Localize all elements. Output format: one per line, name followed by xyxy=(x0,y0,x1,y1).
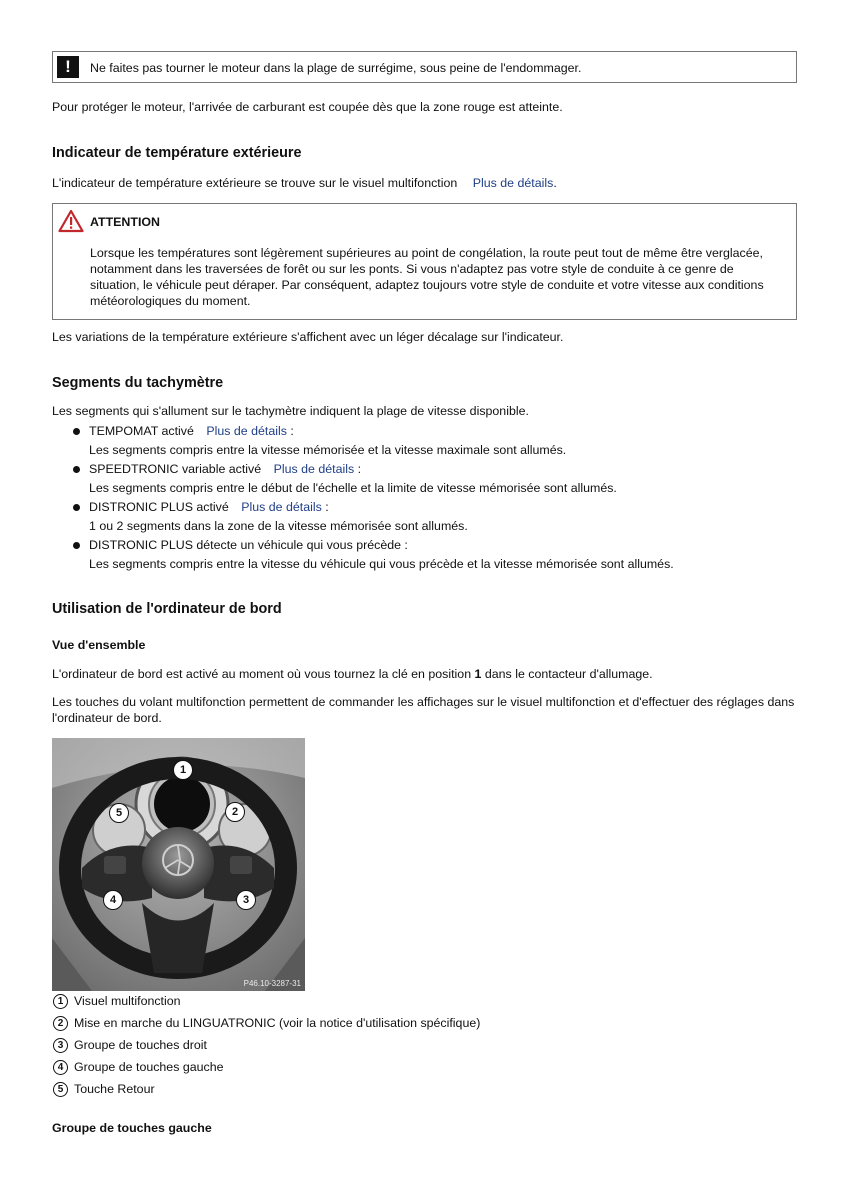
callout-1: 1 xyxy=(173,760,193,780)
list-item: SPEEDTRONIC variable activé Plus de détails : Les segments compris entre le début de l'échelle et la limite de vitesse mémorisée sont allumés. xyxy=(52,460,797,498)
warning-body: Lorsque les températures sont légèrement supérieures au point de congélation, la route peut tout de même être verglacée, notamment dans les traversées de forêt ou sur les ponts. Si vous n'adaptez pas votre style de conduite à ce genre de situation, le véhicule peut déraper. Par conséquent, adaptez toujours votre style de conduite et votre vitesse aux conditions météorologiques du moment. xyxy=(90,246,764,308)
list-item: 4 Groupe de touches gauche xyxy=(52,1057,480,1079)
bullet-dot xyxy=(73,542,80,549)
list-item-desc: Les segments compris entre le début de l'échelle et la limite de vitesse mémorisée sont allumés. xyxy=(89,481,617,495)
list-item-desc: 1 ou 2 segments dans la zone de la vitesse mémorisée sont allumés. xyxy=(89,519,468,533)
bullet-dot xyxy=(73,466,80,473)
callout-2: 2 xyxy=(225,802,245,822)
bullet-dot xyxy=(73,428,80,435)
warning-box xyxy=(52,203,797,320)
legend-number: 5 xyxy=(53,1082,68,1097)
list-item: 5 Touche Retour xyxy=(52,1079,480,1101)
exclamation-icon: ! xyxy=(57,56,79,78)
document-page xyxy=(52,51,797,1135)
warning-title: ATTENTION xyxy=(90,215,160,229)
legend-number: 1 xyxy=(53,994,68,1009)
list-item-desc: Les segments compris entre la vitesse mémorisée et la vitesse maximale sont allumés. xyxy=(89,443,567,457)
period: . xyxy=(553,176,557,190)
steering-buttons-text: Les touches du volant multifonction permettent de commander les affichages sur le visuel multifonction et d'effectuer des réglages dans l'ordinateur de bord. xyxy=(52,695,795,725)
figure-legend xyxy=(52,991,480,1101)
engine-protection-text: Pour protéger le moteur, l'arrivée de carburant est coupée dès que la zone rouge est atteinte. xyxy=(52,100,563,114)
list-item: 2 Mise en marche du LINGUATRONIC (voir la notice d'utilisation spécifique) xyxy=(52,1013,480,1035)
legend-number: 2 xyxy=(53,1016,68,1031)
list-item-desc: Les segments compris entre la vitesse du véhicule qui vous précède et la vitesse mémorisée sont allumés. xyxy=(89,557,674,571)
list-item: 3 Groupe de touches droit xyxy=(52,1035,480,1057)
list-item: DISTRONIC PLUS activé Plus de détails : 1 ou 2 segments dans la zone de la vitesse mémorisée sont allumés. xyxy=(52,498,797,536)
more-details-link[interactable]: Plus de détails xyxy=(273,462,355,476)
warning-triangle-icon xyxy=(58,209,84,233)
notice-text: Ne faites pas tourner le moteur dans la plage de surrégime, sous peine de l'endommager. xyxy=(90,61,582,75)
callout-3: 3 xyxy=(236,890,256,910)
legend-number: 3 xyxy=(53,1038,68,1053)
tachometer-intro: Les segments qui s'allument sur le tachymètre indiquent la plage de vitesse disponible. xyxy=(52,404,529,418)
section-heading-tachometer: Segments du tachymètre xyxy=(52,375,224,391)
more-details-link[interactable]: Plus de détails xyxy=(241,500,322,514)
subheading-left-buttons: Groupe de touches gauche xyxy=(52,1121,212,1135)
steering-wheel-figure xyxy=(52,738,305,991)
list-item: DISTRONIC PLUS détecte un véhicule qui vous précède : Les segments compris entre la vitesse du véhicule qui vous précède et la vitesse mémorisée sont allumés. xyxy=(52,536,797,574)
section-heading-onboard-computer: Utilisation de l'ordinateur de bord xyxy=(52,601,282,617)
temperature-delay-text: Les variations de la température extérieure s'affichent avec un léger décalage sur l'indicateur. xyxy=(52,330,564,344)
tachometer-list xyxy=(52,422,797,574)
activation-text: L'ordinateur de bord est activé au moment où vous tournez la clé en position 1 dans le contacteur d'allumage. xyxy=(52,667,653,681)
subheading-overview: Vue d'ensemble xyxy=(52,638,146,652)
temperature-intro-text: L'indicateur de température extérieure se trouve sur le visuel multifonction xyxy=(52,176,458,190)
callout-4: 4 xyxy=(103,890,123,910)
notice-box xyxy=(52,51,797,83)
bullet-dot xyxy=(73,504,80,511)
temperature-intro xyxy=(52,175,557,191)
list-item: TEMPOMAT activé Plus de détails : Les segments compris entre la vitesse mémorisée et la vitesse maximale sont allumés. xyxy=(52,422,797,460)
list-item: 1 Visuel multifonction xyxy=(52,991,480,1013)
more-details-link[interactable]: Plus de détails xyxy=(472,176,554,190)
section-heading-temperature: Indicateur de température extérieure xyxy=(52,145,302,161)
callout-5: 5 xyxy=(109,803,129,823)
legend-number: 4 xyxy=(53,1060,68,1075)
figure-code: P46.10-3287-31 xyxy=(243,979,301,988)
more-details-link[interactable]: Plus de détails xyxy=(206,424,287,438)
